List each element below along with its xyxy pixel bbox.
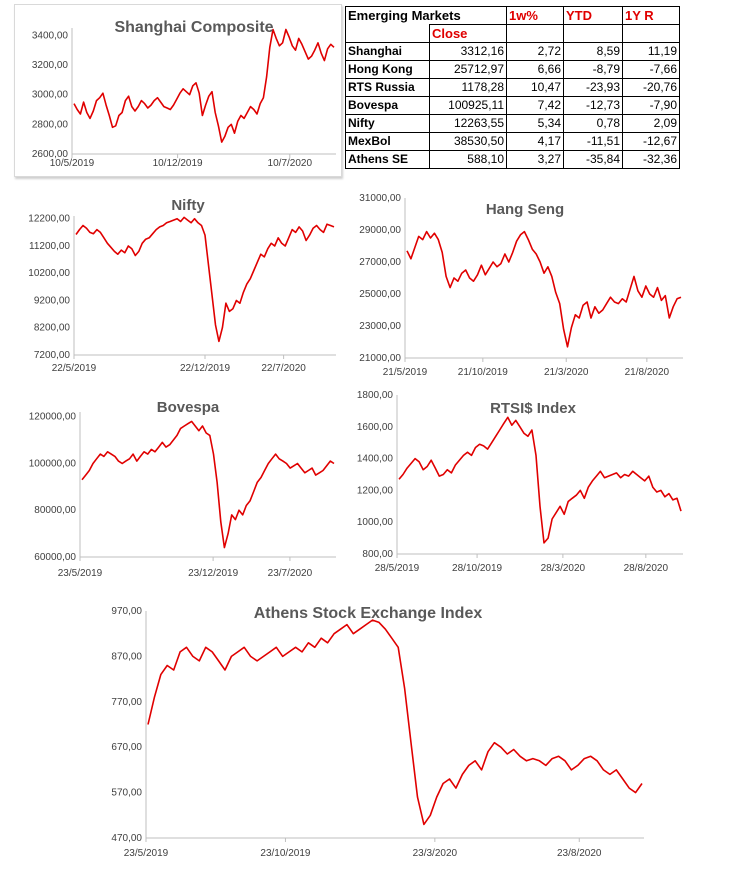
x-tick-label: 23/5/2019 (57, 568, 103, 579)
y-tick-label: 12200,00 (28, 213, 70, 225)
cell-close: 588,10 (430, 151, 507, 169)
y-tick-label: 800,00 (362, 549, 393, 560)
market-name: MexBol (346, 133, 430, 151)
cell-w1: 6,66 (507, 61, 564, 79)
y-tick-label: 3400,00 (31, 30, 68, 42)
table-row (346, 115, 680, 133)
header-1y: 1Y R (623, 7, 680, 25)
cell-ytd: 8,59 (564, 43, 623, 61)
chart-svg-nifty (0, 190, 345, 380)
chart-title: Shanghai Composite (114, 19, 274, 36)
y-tick-label: 2600,00 (31, 149, 68, 160)
x-tick-label: 23/8/2020 (557, 848, 602, 859)
y-tick-label: 10200,00 (28, 268, 70, 280)
y-tick-label: 1600,00 (356, 421, 393, 433)
y-tick-label: 23000,00 (359, 321, 401, 332)
x-tick-label: 10/5/2019 (49, 158, 95, 169)
cell-w1: 7,42 (507, 97, 564, 115)
y-tick-label: 80000,00 (34, 505, 76, 517)
cell-y1: -7,66 (623, 61, 680, 79)
y-tick-label: 770,00 (111, 696, 142, 708)
x-tick-label: 23/3/2020 (412, 848, 458, 859)
table-title: Emerging Markets (346, 7, 507, 25)
chart-svg-hangseng (345, 190, 695, 380)
y-tick-label: 1000,00 (356, 517, 393, 529)
header-blank (564, 25, 623, 43)
market-name: Hong Kong (346, 61, 430, 79)
chart-svg-bovespa (0, 392, 345, 582)
cell-y1: -20,76 (623, 79, 680, 97)
chart-bovespa (0, 392, 345, 582)
x-tick-label: 22/7/2020 (261, 363, 306, 374)
y-tick-label: 100000,00 (28, 458, 76, 470)
x-tick-label: 28/8/2020 (623, 563, 669, 574)
cell-close: 25712,97 (430, 61, 507, 79)
x-tick-label: 22/12/2019 (179, 363, 231, 374)
y-tick-label: 3000,00 (31, 89, 68, 101)
chart-title: Bovespa (156, 399, 220, 416)
market-name: Bovespa (346, 97, 430, 115)
chart-title: Nifty (171, 197, 205, 214)
x-tick-label: 28/5/2019 (374, 563, 420, 574)
x-tick-label: 22/5/2019 (51, 363, 97, 374)
y-tick-label: 3200,00 (31, 60, 68, 72)
table-header-row (346, 7, 680, 25)
cell-close: 100925,11 (430, 97, 507, 115)
x-tick-label: 21/10/2019 (457, 367, 508, 378)
series-line-athens (148, 620, 642, 824)
cell-y1: 2,09 (623, 115, 680, 133)
y-tick-label: 1200,00 (356, 485, 393, 497)
header-1w: 1w% (507, 7, 564, 25)
y-tick-label: 60000,00 (34, 552, 76, 563)
chart-svg-shanghai (14, 4, 340, 175)
x-tick-label: 23/12/2019 (188, 568, 239, 579)
y-tick-label: 31000,00 (359, 193, 401, 204)
market-name: Shanghai (346, 43, 430, 61)
y-tick-label: 27000,00 (359, 257, 401, 268)
x-tick-label: 21/3/2020 (543, 367, 589, 378)
series-line-hangseng (407, 232, 681, 347)
market-name: Athens SE (346, 151, 430, 169)
x-tick-label: 23/7/2020 (267, 568, 313, 579)
table-row (346, 133, 680, 151)
table-row (346, 43, 680, 61)
y-tick-label: 120000,00 (28, 411, 76, 423)
chart-title: RTSI$ Index (490, 400, 576, 417)
table-row (346, 79, 680, 97)
cell-y1: -32,36 (623, 151, 680, 169)
cell-close: 12263,55 (430, 115, 507, 133)
x-tick-label: 10/12/2019 (152, 158, 203, 169)
y-tick-label: 1400,00 (356, 453, 393, 465)
header-blank (507, 25, 564, 43)
y-tick-label: 470,00 (111, 833, 142, 844)
cell-ytd: -8,79 (564, 61, 623, 79)
y-tick-label: 1800,00 (356, 390, 393, 401)
x-tick-label: 23/5/2019 (123, 848, 169, 859)
market-name: Nifty (346, 115, 430, 133)
chart-title: Hang Seng (485, 201, 565, 218)
table-row (346, 151, 680, 169)
market-name: RTS Russia (346, 79, 430, 97)
cell-ytd: -11,51 (564, 133, 623, 151)
y-tick-label: 25000,00 (359, 289, 401, 300)
table-row (346, 97, 680, 115)
header-close: Close (430, 25, 507, 43)
y-tick-label: 7200,00 (33, 350, 70, 361)
emerging-markets-table (345, 6, 680, 169)
x-tick-label: 28/3/2020 (540, 563, 586, 574)
x-tick-label: 21/5/2019 (382, 367, 428, 378)
chart-shanghai (14, 4, 340, 175)
chart-title: Athens Stock Exchange Index (253, 605, 483, 622)
cell-close: 1178,28 (430, 79, 507, 97)
series-line-shanghai (74, 30, 334, 143)
table-header-row-2 (346, 25, 680, 43)
y-tick-label: 670,00 (111, 742, 142, 754)
x-tick-label: 10/7/2020 (267, 158, 313, 169)
cell-ytd: -23,93 (564, 79, 623, 97)
y-tick-label: 570,00 (111, 787, 142, 799)
chart-hangseng (345, 190, 695, 380)
y-tick-label: 970,00 (111, 606, 142, 617)
chart-athens (90, 598, 650, 868)
x-tick-label: 28/10/2019 (452, 563, 503, 574)
x-tick-label: 21/8/2020 (624, 367, 670, 378)
y-tick-label: 11200,00 (29, 240, 70, 252)
table-row (346, 61, 680, 79)
y-tick-label: 870,00 (111, 651, 142, 663)
series-line-nifty (76, 217, 334, 341)
chart-svg-rts (345, 385, 695, 575)
cell-close: 38530,50 (430, 133, 507, 151)
cell-ytd: 0,78 (564, 115, 623, 133)
chart-rts (345, 385, 695, 575)
header-ytd: YTD (564, 7, 623, 25)
cell-ytd: -12,73 (564, 97, 623, 115)
cell-y1: -12,67 (623, 133, 680, 151)
cell-close: 3312,16 (430, 43, 507, 61)
series-line-bovespa (82, 421, 334, 547)
cell-y1: -7,90 (623, 97, 680, 115)
series-line-rts (399, 417, 681, 543)
cell-y1: 11,19 (623, 43, 680, 61)
y-tick-label: 21000,00 (359, 353, 401, 364)
x-tick-label: 23/10/2019 (260, 848, 311, 859)
cell-w1: 5,34 (507, 115, 564, 133)
chart-nifty (0, 190, 345, 380)
cell-w1: 3,27 (507, 151, 564, 169)
y-tick-label: 8200,00 (33, 322, 70, 334)
y-tick-label: 9200,00 (33, 295, 70, 307)
cell-ytd: -35,84 (564, 151, 623, 169)
header-blank (623, 25, 680, 43)
chart-svg-athens (90, 598, 650, 868)
cell-w1: 2,72 (507, 43, 564, 61)
y-tick-label: 29000,00 (359, 225, 401, 236)
cell-w1: 4,17 (507, 133, 564, 151)
cell-w1: 10,47 (507, 79, 564, 97)
y-tick-label: 2800,00 (31, 119, 68, 131)
header-blank (346, 25, 430, 43)
